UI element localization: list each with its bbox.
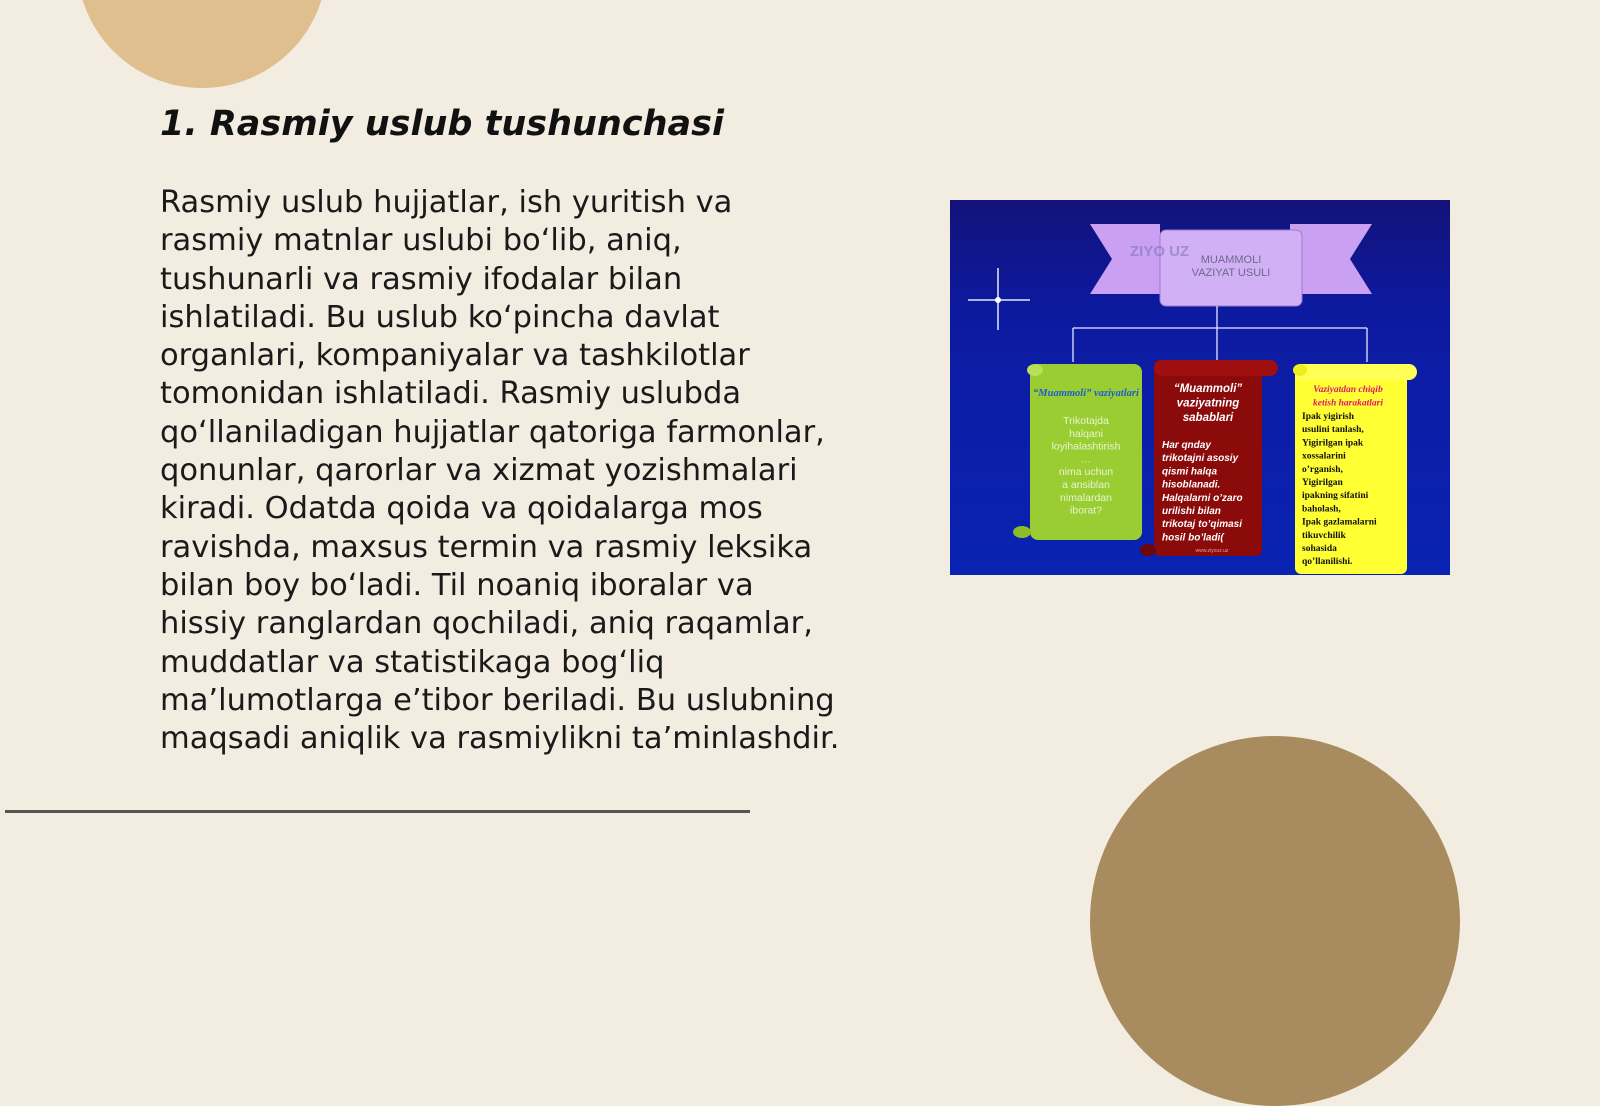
diagram-svg xyxy=(950,200,1450,575)
yellow-scroll-line: xossalarini xyxy=(1302,451,1346,462)
green-scroll-heading: “Muammoli” vaziyatlari xyxy=(1033,388,1139,399)
yellow-scroll-line: Ipak gazlamalarni xyxy=(1302,517,1377,528)
yellow-scroll-line: baholash, xyxy=(1302,504,1341,515)
red-scroll-heading-line: sabablari xyxy=(1182,412,1234,424)
banner-title-line1: MUAMMOLI xyxy=(1200,254,1262,266)
diagram-picture xyxy=(950,200,1450,575)
red-scroll-line: hisoblanadi. xyxy=(1162,479,1221,491)
red-scroll-heading-line: vaziyatning xyxy=(1176,397,1240,410)
green-scroll-line: nimalardan xyxy=(1060,491,1112,504)
green-scroll-line: iborat? xyxy=(1069,504,1103,517)
red-scroll-line: Halqalarni o’zaro xyxy=(1162,492,1243,504)
green-scroll-line: loyihalashtirish xyxy=(1051,440,1121,453)
yellow-scroll-line: Yigirilgan ipak xyxy=(1302,438,1364,449)
banner-title-line2: VAZIYAT USULI xyxy=(1191,267,1271,279)
yellow-scroll-line: o’rganish, xyxy=(1302,464,1343,475)
red-scroll-heading xyxy=(1174,383,1243,424)
yellow-scroll-line: usulini tanlash, xyxy=(1302,425,1364,436)
watermark-text: ZIYO UZ xyxy=(1130,243,1190,260)
red-scroll-line: trikotaj to’qimasi xyxy=(1162,519,1243,531)
yellow-scroll-line: Yigirilgan xyxy=(1302,478,1343,488)
green-scroll-line: Trikotajda xyxy=(1063,415,1109,427)
green-scroll-line: a ansiblan xyxy=(1062,479,1110,491)
yellow-scroll-line: Ipak yigirish xyxy=(1302,412,1355,422)
red-scroll-line: qismi halqa xyxy=(1162,466,1218,478)
slide-title: 1. Rasmiy uslub tushunchasi xyxy=(160,104,724,144)
green-scroll-line: … xyxy=(1080,453,1092,466)
red-scroll-line: Har qnday xyxy=(1162,440,1211,451)
yellow-scroll-heading-line: ketish harakatlari xyxy=(1313,398,1383,409)
yellow-scroll-line: qo’llanilishi. xyxy=(1302,557,1353,568)
red-scroll-line: urilishi bilan xyxy=(1162,506,1221,517)
bottom-divider xyxy=(5,810,750,813)
red-scroll-footer: www.ziyouz.uz xyxy=(1195,548,1229,554)
yellow-scroll-line: sohasida xyxy=(1302,544,1337,554)
decorative-circle-top xyxy=(77,0,327,88)
green-scroll-line: nima uchun xyxy=(1058,466,1114,479)
red-scroll-line: trikotajni asosiy xyxy=(1162,453,1239,465)
yellow-scroll-line: tikuvchilik xyxy=(1302,530,1346,541)
decorative-circle-bottom xyxy=(1090,736,1460,1106)
slide-body-text: Rasmiy uslub hujjatlar, ish yuritish va rasmiy matnlar uslubi bo‘lib, aniq, tushunarli va rasmiy ifodalar bilan ishlatiladi. Bu uslub ko‘pincha davlat organlari, kompaniyalar va tashkilotlar tomonidan ishlatiladi. Rasmiy uslubda qo‘llaniladigan hujjatlar qatoriga farmonlar, qonunlar, qarorlar va xizmat yozishmalari kiradi. Odatda qoida va qoidalarga mos ravishda, maxsus termin va rasmiy leksika bilan boy bo‘ladi. Til noaniq iboralar va hissiy ranglardan qochiladi, aniq raqamlar, muddatlar va statistikaga bog‘liq ma’lumotlarga e’tibor beriladi. Bu uslubning maqsadi aniqlik va rasmiylikni ta’minlashdir. xyxy=(160,185,840,757)
yellow-scroll-line: ipakning sifatini xyxy=(1302,491,1369,502)
red-scroll-line: hosil bo’ladi( xyxy=(1162,532,1224,544)
yellow-scroll-heading-line: Vaziyatdan chiqib xyxy=(1313,385,1383,395)
green-scroll-line: halqani xyxy=(1069,427,1103,440)
red-scroll-heading-line: “Muammoli” xyxy=(1173,383,1243,395)
